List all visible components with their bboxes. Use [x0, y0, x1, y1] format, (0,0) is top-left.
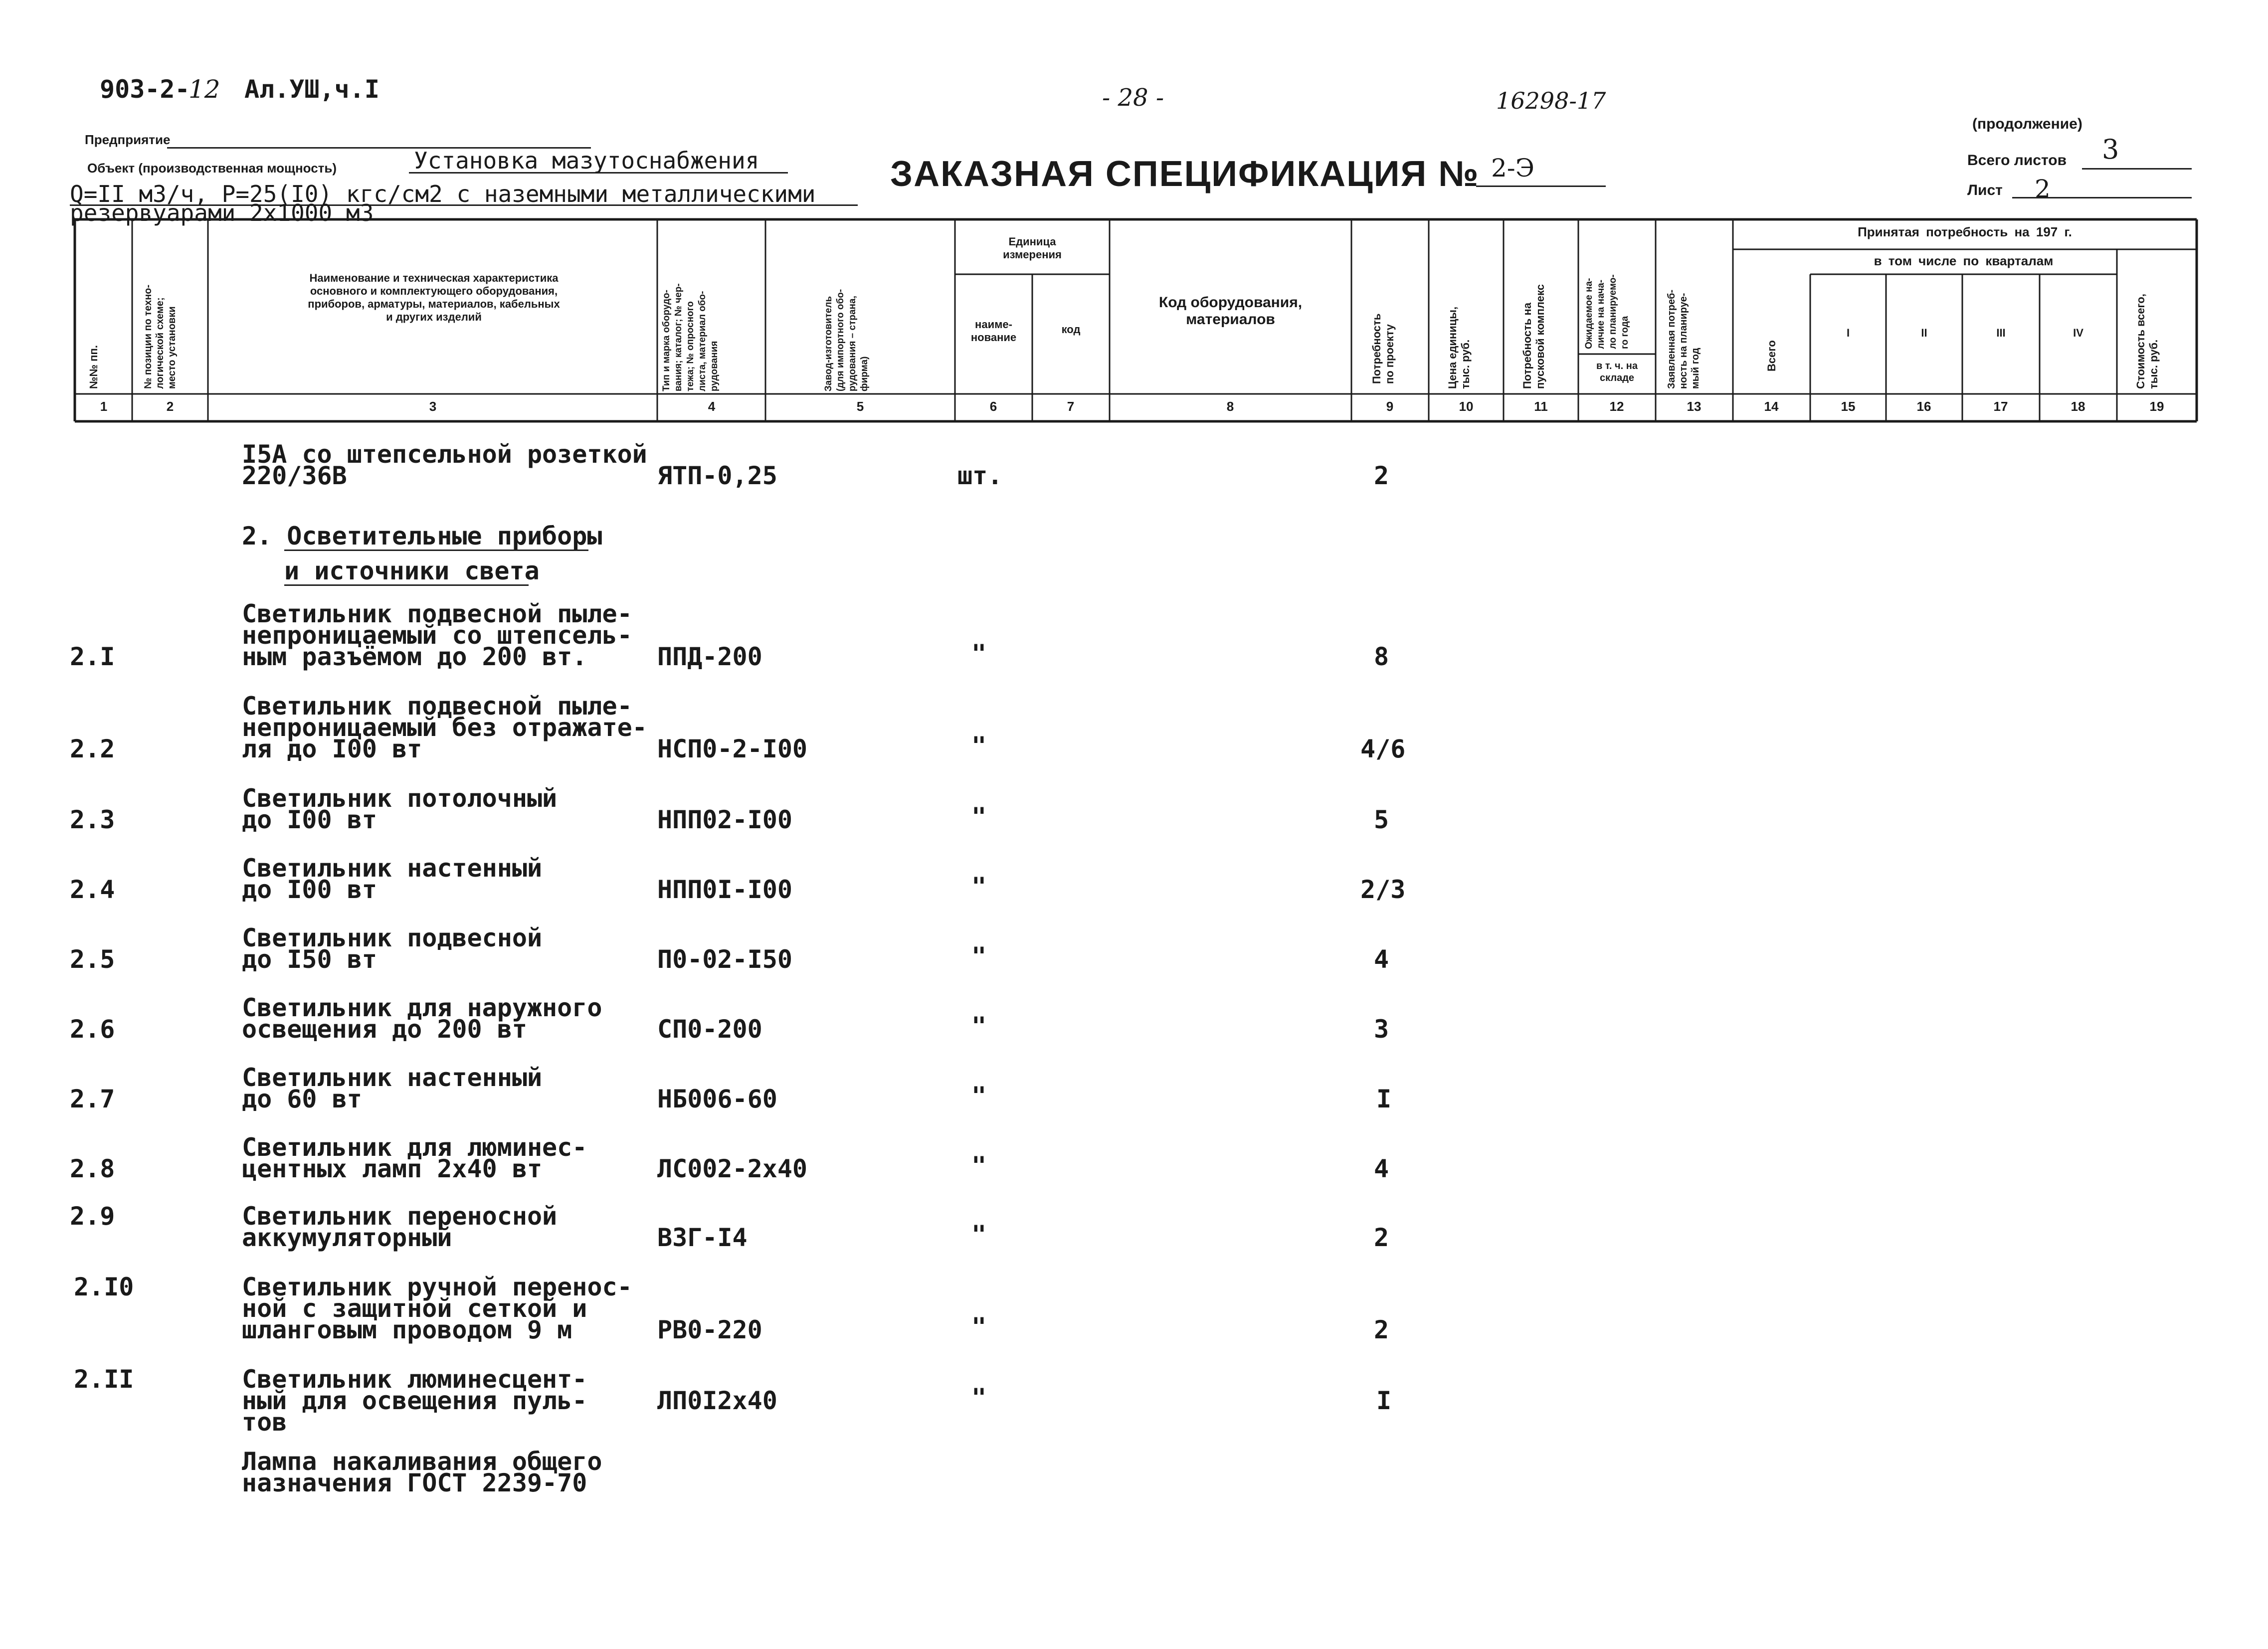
col-header-need: Потребность по проекту — [1370, 313, 1396, 384]
item-number: 2.6 — [70, 1015, 115, 1044]
item-number: 2.I — [70, 642, 115, 671]
col-header-position: № позиции по техно- логической схеме; место установки — [143, 284, 178, 389]
item-unit: " — [971, 1220, 987, 1249]
col-header-expected: Ожидаемое на- личие на нача- ло планируемо- го года — [1584, 274, 1630, 349]
enterprise-label: Предприятие — [85, 132, 171, 147]
item-qty: 8 — [1374, 642, 1389, 671]
item-qty: I — [1376, 1386, 1392, 1415]
col-number: 7 — [1067, 399, 1075, 414]
item-type: П0-02-I50 — [657, 945, 792, 974]
item-number: 2.II — [74, 1365, 134, 1394]
item-unit: " — [971, 639, 987, 668]
col-header-total: Всего — [1765, 340, 1778, 371]
col-header-declared: Заявленная потреб- ность на планируе- мый год — [1666, 289, 1701, 389]
item-name: Светильник настенный до I00 вт — [242, 854, 543, 904]
item-number: 2.3 — [70, 805, 115, 834]
col-header-quarters-group: в том числе по кварталам — [1874, 253, 2054, 268]
section-underline-1 — [284, 550, 588, 551]
item-name: Светильник люминесцент- ный для освещения пуль- тов — [242, 1365, 587, 1437]
col-header-cost: Стоимость всего, тыс. руб. — [2134, 294, 2160, 389]
item-unit: " — [971, 1383, 987, 1412]
item-name: Светильник ручной перенос- ной с защитной сеткой и шланговым проводом 9 м — [242, 1273, 632, 1344]
page-number: - 28 - — [1102, 84, 1164, 112]
sheet-number: 2 — [2035, 175, 2051, 203]
col-number: 19 — [2149, 399, 2164, 414]
item-name: Светильник настенный до 60 вт — [242, 1063, 543, 1113]
item-type: СП0-200 — [657, 1015, 762, 1044]
item-type: ЯТП-0,25 — [657, 461, 777, 490]
item-qty: 2/3 — [1360, 875, 1406, 904]
item-name: Светильник переносной аккумуляторный — [242, 1202, 558, 1252]
col-header-accepted-group: Принятая потребность на 197 г. — [1858, 224, 2072, 239]
item-number: 2.9 — [70, 1202, 115, 1231]
doc-code: 903-2- — [100, 75, 190, 104]
item-unit: " — [971, 1082, 987, 1110]
section-title-line-2: и источники света — [284, 556, 540, 585]
item-qty: 4 — [1374, 945, 1389, 974]
item-number: 2.I0 — [74, 1273, 134, 1301]
spec-number: 2-Э — [1491, 154, 1534, 183]
col-number: 11 — [1534, 399, 1548, 414]
sheets-total: 3 — [2102, 134, 2119, 165]
object-line-3: резервуарами 2х1000 м3 — [70, 199, 374, 226]
object-line-2: Q=II м3/ч, P=25(I0) кгс/см2 с наземными металлическими — [70, 181, 816, 207]
item-name: Светильник для люминес- центных ламп 2х40 вт — [242, 1133, 587, 1183]
item-unit: " — [971, 802, 987, 831]
item-type: НПП0I-I00 — [657, 875, 792, 904]
col-header-q1: I — [1846, 327, 1850, 339]
item-type: РВ0-220 — [657, 1315, 762, 1344]
item-qty: 4 — [1374, 1154, 1389, 1183]
album-label: Ал.УШ,ч.I — [244, 75, 379, 104]
footer-item: Лампа накаливания общего назначения ГОСТ 2239-70 — [242, 1447, 602, 1497]
col-number: 6 — [989, 399, 997, 414]
col-header-num: №№ пп. — [87, 345, 100, 389]
col-number: 2 — [166, 399, 174, 414]
item-name: Светильник подвесной пыле- непроницаемый без отражате- ля до I00 вт — [242, 692, 647, 763]
col-number: 4 — [708, 399, 716, 414]
item-type: НСП0-2-I00 — [657, 734, 808, 763]
item-unit: " — [971, 1012, 987, 1041]
col-number: 12 — [1609, 399, 1624, 414]
section-title-line-1: 2. Осветительные приборы — [242, 522, 602, 550]
col-header-q3: III — [1996, 327, 2006, 339]
col-number: 17 — [1993, 399, 2008, 414]
item-type: ВЗГ-I4 — [657, 1223, 748, 1252]
doc-code-handwritten: 12 — [189, 75, 220, 104]
col-header-q2: II — [1921, 327, 1927, 339]
col-header-price: Цена единицы, тыс. руб. — [1446, 306, 1472, 389]
col-header-unit-name: наиме- нование — [970, 318, 1017, 344]
item-number: 2.5 — [70, 945, 115, 974]
item-qty: 3 — [1374, 1015, 1389, 1044]
item-type: НБ006-60 — [657, 1085, 777, 1113]
col-header-unit-code: код — [1061, 323, 1081, 336]
item-number: 2.8 — [70, 1154, 115, 1183]
item-unit: " — [971, 942, 987, 971]
item-qty: 2 — [1374, 1223, 1389, 1252]
item-type: ЛП0I2х40 — [657, 1386, 777, 1415]
item-name: Светильник подвесной до I50 вт — [242, 923, 543, 974]
item-unit: " — [971, 872, 987, 901]
col-header-startup: Потребность на пусковой комплекс — [1521, 284, 1546, 389]
item-qty: 5 — [1374, 805, 1389, 834]
section-underline-2 — [284, 584, 529, 586]
col-header-equipment-code: Код оборудования, материалов — [1158, 294, 1303, 328]
item-unit: " — [971, 1312, 987, 1341]
item-unit: " — [971, 1151, 987, 1180]
col-header-unit-group: Единица измерения — [1003, 235, 1062, 261]
continuation-label: (продолжение) — [1972, 116, 2082, 132]
item-type: ППД-200 — [657, 642, 762, 671]
item-name: Светильник для наружного освещения до 200 вт — [242, 993, 602, 1044]
col-number: 16 — [1916, 399, 1931, 414]
item-name: Светильник потолочный до I00 вт — [242, 784, 558, 834]
col-number: 9 — [1386, 399, 1394, 414]
object-line-1: Установка мазутоснабжения — [414, 147, 759, 174]
object-label: Объект (производственная мощность) — [87, 161, 337, 176]
page-title: ЗАКАЗНАЯ СПЕЦИФИКАЦИЯ № — [890, 154, 1480, 194]
col-number: 14 — [1764, 399, 1779, 414]
col-number: 10 — [1459, 399, 1474, 414]
col-header-name: Наименование и техническая характеристика основного и комплектующего оборудования, приборов, арматуры, материалов, кабельных и других изделий — [308, 272, 560, 323]
item-qty: 4/6 — [1360, 734, 1406, 763]
item-qty: I — [1376, 1085, 1392, 1113]
stamp-number: 16298-17 — [1496, 87, 1606, 114]
col-header-in-stock: в т. ч. на складе — [1596, 361, 1638, 383]
item-type: НПП02-I00 — [657, 805, 792, 834]
col-number: 8 — [1226, 399, 1234, 414]
item-unit: шт. — [957, 461, 1003, 490]
item-number: 2.4 — [70, 875, 115, 904]
item-type: ЛС002-2х40 — [657, 1154, 808, 1183]
col-number: 15 — [1841, 399, 1856, 414]
col-header-manufacturer: Завод-изготовитель (для импортного обо- рудования – страна, фирма) — [823, 289, 870, 391]
item-name: Светильник подвесной пыле- непроницаемый со штепсель- ным разъёмом до 200 вт. — [242, 599, 632, 671]
item-unit: " — [971, 732, 987, 760]
col-number: 13 — [1687, 399, 1701, 414]
col-number: 5 — [856, 399, 864, 414]
col-number: 3 — [429, 399, 437, 414]
item-qty: 2 — [1374, 461, 1389, 490]
col-header-q4: IV — [2073, 327, 2083, 339]
item-number: 2.7 — [70, 1085, 115, 1113]
item-number: 2.2 — [70, 734, 115, 763]
col-header-type: Тип и марка оборудо- вания; каталог; № чер- тежа; № опросного листа, материал обо- рудования — [661, 283, 720, 391]
col-number: 1 — [100, 399, 108, 414]
sheet-label: Лист — [1967, 182, 2003, 198]
item-qty: 2 — [1374, 1315, 1389, 1344]
item-name: I5A со штепсельной розеткой 220/36В — [242, 440, 647, 490]
col-number: 18 — [2071, 399, 2085, 414]
sheets-total-label: Всего листов — [1967, 152, 2067, 169]
